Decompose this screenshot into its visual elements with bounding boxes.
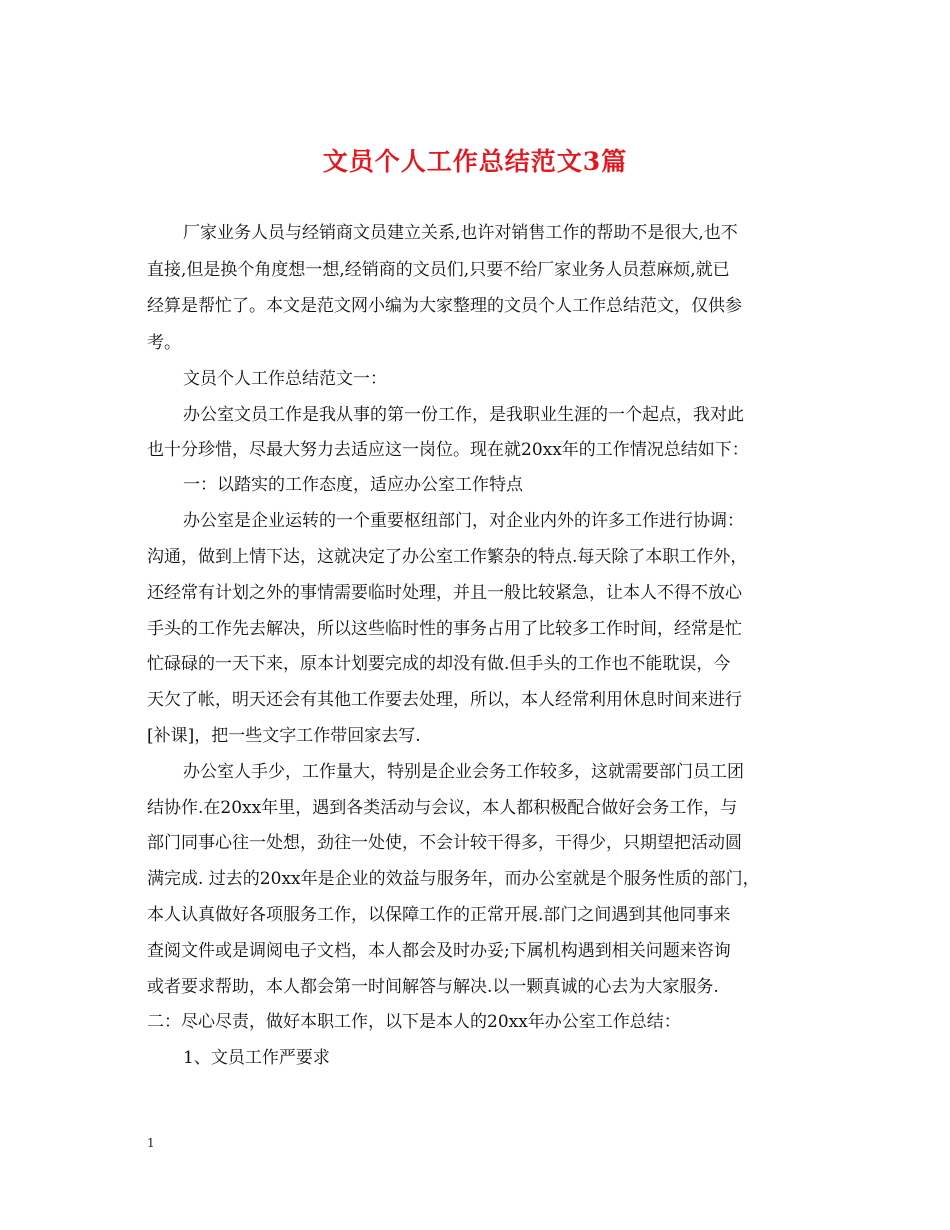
paragraph-line: 部门同事心往一处想，劲往一处使，不会计较干得多，干得少，只期望把活动圆 (147, 833, 742, 853)
paragraph-line: 手头的工作先去解决，所以这些临时性的事务占用了比较多工作时间，经常是忙 (147, 619, 742, 639)
section-heading: 文员个人工作总结范文一： (183, 369, 387, 389)
paragraph-line: 经算是帮忙了。本文是范文网小编为大家整理的文员个人工作总结范文，仅供参 (147, 296, 742, 316)
paragraph-line: 直接,但是换个角度想一想,经销商的文员们,只要不给厂家业务人员惹麻烦,就已 (147, 260, 730, 280)
section-heading: 二：尽心尽责，做好本职工作，以下是本人的20xx年办公室工作总结： (147, 1012, 681, 1032)
paragraph-line: 或者要求帮助，本人都会第一时间解答与解决.以一颗真诚的心去为大家服务. (147, 977, 719, 997)
paragraph-line: 沟通，做到上情下达，这就决定了办公室工作繁杂的特点.每天除了本职工作外， (147, 547, 748, 567)
paragraph-line: 还经常有计划之外的事情需要临时处理，并且一般比较紧急，让本人不得不放心 (147, 583, 742, 603)
paragraph-line: 考。 (147, 333, 181, 353)
paragraph-line: 办公室是企业运转的一个重要枢纽部门，对企业内外的许多工作进行协调： (183, 511, 744, 531)
subsection-heading: 一：以踏实的工作态度，适应办公室工作特点 (183, 475, 523, 495)
paragraph-line: 结协作.在20xx年里，遇到各类活动与会议，本人都积极配合做好会务工作，与 (147, 798, 738, 818)
paragraph-line: [补课]，把一些文字工作带回家去写. (147, 726, 421, 746)
paragraph-line: 天欠了帐，明天还会有其他工作要去处理，所以，本人经常利用休息时间来进行 (147, 690, 742, 710)
paragraph-line: 也十分珍惜，尽最大努力去适应这一岗位。现在就20xx年的工作情况总结如下： (147, 440, 749, 460)
paragraph-line: 本人认真做好各项服务工作，以保障工作的正常开展.部门之间遇到其他同事来 (147, 905, 731, 925)
paragraph-line: 厂家业务人员与经销商文员建立关系,也许对销售工作的帮助不是很大,也不 (183, 223, 738, 243)
paragraph-line: 查阅文件或是调阅电子文档，本人都会及时办妥;下属机构遇到相关问题来咨询 (147, 941, 731, 961)
paragraph-line: 忙碌碌的一天下来，原本计划要完成的却没有做.但手头的工作也不能耽误，今 (147, 654, 731, 674)
page-number: 1 (147, 1136, 155, 1150)
paragraph-line: 满完成. 过去的20xx年是企业的效益与服务年，而办公室就是个服务性质的部门， (147, 869, 760, 889)
document-title: 文员个人工作总结范文3篇 (322, 147, 628, 176)
paragraph-line: 办公室人手少，工作量大，特别是企业会务工作较多，这就需要部门员工团 (183, 762, 744, 782)
paragraph-line: 办公室文员工作是我从事的第一份工作，是我职业生涯的一个起点，我对此 (183, 405, 744, 425)
subsection-heading: 1、文员工作严要求 (183, 1048, 330, 1068)
